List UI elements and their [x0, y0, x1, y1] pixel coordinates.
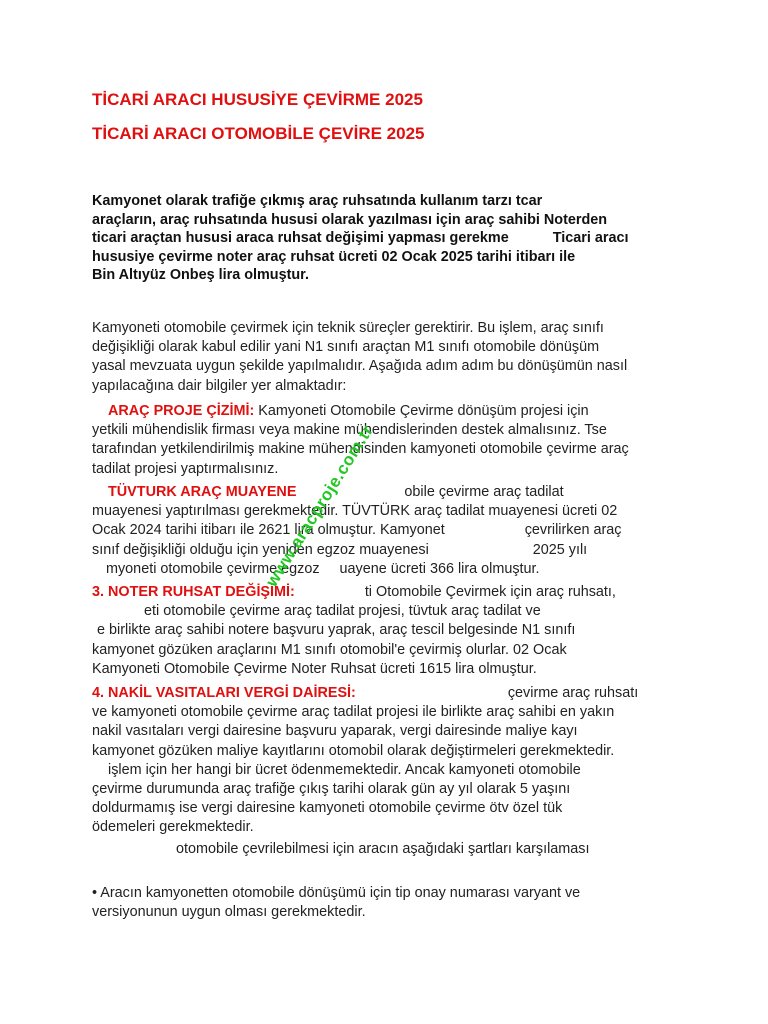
bullet-item — [92, 884, 580, 922]
intro-line: Bin Altıyüz Onbeş lira olmuştur. — [92, 267, 309, 283]
intro-line: hususiye çevirme noter araç ruhsat ücreti 02 Ocak 2025 tarihi itibarı ile — [92, 248, 576, 265]
text-line: değişikliği olarak kabul edilir yani N1 sınıfı araçtan M1 sınıfı otomobile dönüşüm — [92, 339, 600, 356]
section-heading: 3. NOTER RUHSAT DEĞİŞİMİ: — [92, 584, 295, 600]
text-line: Kamyoneti otomobile çevirmek için teknik süreçler gerektirir. Bu işlem, araç sınıfı — [92, 320, 604, 336]
section-noter — [92, 583, 616, 679]
watermark: www.aracproje.com.tr — [262, 421, 378, 591]
text-line: ti Otomobile Çevirmek için araç ruhsatı, — [364, 584, 616, 600]
text-line: yapılacağına dair bilgiler yer almaktadır: — [92, 377, 347, 394]
text-line: ve kamyoneti otomobile çevirme araç tadilat projesi ile birlikte araç sahibi en yakın — [92, 704, 615, 721]
section-tuvturk — [92, 483, 621, 579]
text-line: myoneti otomobile çevirme egzoz uayene ücreti 366 lira olmuştur. — [106, 560, 540, 577]
intro-line: araçların, araç ruhsatında hususi olarak yazılması için araç sahibi Noterden — [92, 211, 608, 228]
section-tax-office — [92, 684, 638, 838]
text-line: Ocak 2024 tarihi itibarı ile 2621 lira olmuştur. Kamyonet çevrilirken araç — [92, 522, 622, 539]
text-line: Kamyoneti Otomobile Çevirme dönüşüm projesi için — [254, 403, 589, 419]
text-line: nakil vasıtaları vergi dairesine başvuru yaparak, vergi dairesinde maliye kayı — [92, 723, 578, 740]
text-line: yetkili mühendislik firması veya makine mühendislerinden destek almalısınız. Tse — [92, 422, 607, 439]
text-line: kamyonet gözüken araçlarını M1 sınıfı otomobil'e çevirmiş olurlar. 02 Ocak — [92, 641, 567, 658]
text-line: e birlikte araç sahibi notere başvuru yaprak, araç tescil belgesinde N1 sınıfı — [97, 622, 576, 639]
text-line: tarafından yetkilendirilmiş makine mühendisinden kamyoneti otomobile çevirme araç — [92, 441, 629, 458]
section-heading: 4. NAKİL VASITALARI VERGİ DAİRESİ: — [92, 685, 356, 701]
text-line: doldurmamış ise vergi dairesine kamyoneti otomobile çevirme ötv özel tük — [92, 800, 563, 817]
text-line: sınıf değişikliği olduğu için yeniden egzoz muayenesi 2025 yılı — [92, 541, 588, 558]
text-line: • Aracın kamyonetten otomobile dönüşümü için tip onay numarası varyant ve — [92, 885, 581, 901]
section-heading: TÜVTURK ARAÇ MUAYENE — [108, 484, 297, 500]
text-line: tadilat projesi yaptırmalısınız. — [92, 460, 279, 477]
text-line: kamyonet gözüken maliye kayıtlarını otomobil olarak değiştirmeleri gerekmektedir. — [92, 742, 615, 759]
intro-line: ticari araçtan hususi araca ruhsat değişimi yapması gerekme Ticari aracı — [92, 230, 629, 246]
text-line: versiyonunun uygun olması gerekmektedir. — [92, 904, 366, 921]
section-heading: ARAÇ PROJE ÇİZİMİ: — [108, 403, 255, 419]
text-line: muayenesi yaptırılması gerekmektedir. TÜVTÜRK araç tadilat muayenesi ücreti 02 — [92, 503, 618, 520]
intro-line: Kamyonet olarak trafiğe çıkmış araç ruhsatında kullanım tarzı tcar — [92, 193, 543, 209]
conditions-line: otomobile çevrilebilmesi için aracın aşağıdaki şartları karşılaması — [176, 841, 590, 857]
text-line: ödemeleri gerekmektedir. — [92, 819, 254, 836]
paragraph-overview — [92, 319, 627, 396]
text-line: çevirme durumunda araç trafiğe çıkış tarihi olarak gün ay yıl olarak 5 yaşını — [92, 781, 571, 798]
text-line: yasal mevzuata uygun şekilde yapılmalıdır. Aşağıda adım adım bu dönüşümün nasıl — [92, 358, 628, 375]
intro-paragraph — [92, 192, 682, 285]
text-line: işlem için her hangi bir ücret ödenmemektedir. Ancak kamyoneti otomobile — [92, 761, 581, 778]
text-line: Kamyoneti Otomobile Çevirme Noter Ruhsat ücreti 1615 lira olmuştur. — [92, 660, 537, 677]
title-1: TİCARİ ARACI HUSUSİYE ÇEVİRME 2025 — [92, 90, 423, 109]
text-line: eti otomobile çevirme araç tadilat projesi, tüvtuk araç tadilat ve — [144, 603, 541, 620]
text-line: çevirme araç ruhsatı — [507, 685, 639, 701]
text-line: obile çevirme araç tadilat — [404, 484, 564, 500]
title-2: TİCARİ ARACI OTOMOBİLE ÇEVİRE 2025 — [92, 124, 425, 143]
